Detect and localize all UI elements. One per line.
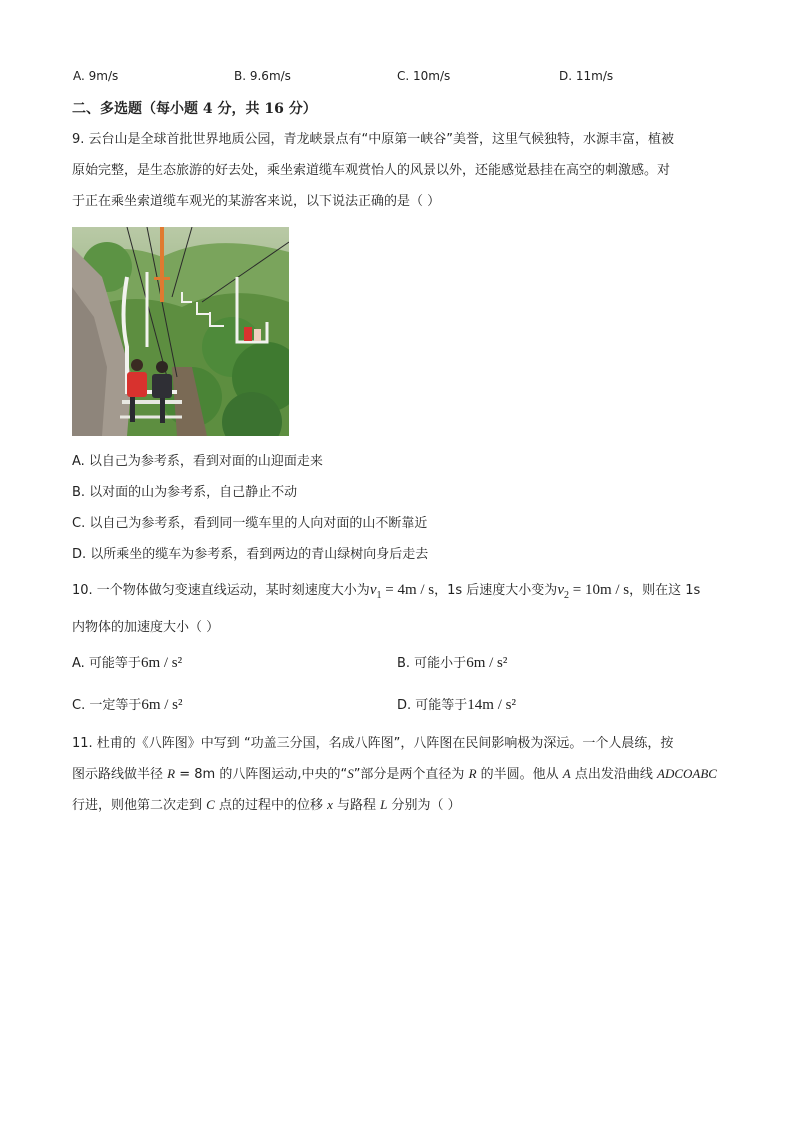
q9-option-c: C. 以自己为参考系，看到同一缆车里的人向对面的山不断靠近 — [72, 516, 428, 531]
q10-option-d: D. 可能等于14m / s² — [397, 697, 516, 713]
section-title: 二、多选题（每小题 4 分，共 16 分） — [72, 101, 317, 117]
q9-line-1: 9. 云台山是全球首批世界地质公园，青龙峡景点有“中原第一峡谷”美誉，这里气候独特，水源丰富，植被 — [72, 132, 675, 147]
q8-option-d: D. 11m/s — [559, 69, 614, 83]
q8-option-a: A. 9m/s — [73, 69, 119, 83]
q9-line-3: 于正在乘坐索道缆车观光的某游客来说，以下说法正确的是（ ） — [72, 194, 441, 209]
q8-option-c: C. 10m/s — [397, 69, 451, 83]
q10-text-b: ，1s 后速度大小变为 — [434, 583, 558, 598]
q11-line-3: 行进，则他第二次走到 C 点的过程中的位移 x 与路程 L 分别为（ ） — [72, 797, 461, 813]
q11-line-2: 图示路线做半径 R = 8m 的八阵图运动,中央的“S”部分是两个直径为 R 的半圆。他从 A 点出发沿曲线 ADCOABC — [72, 766, 717, 782]
q10-option-a: A. 可能等于6m / s² — [72, 655, 183, 671]
q10-v2: $v_2 = 10m / s$ — [557, 582, 630, 601]
q10-option-b: B. 可能小于6m / s² — [397, 655, 508, 671]
q8-option-b: B. 9.6m/s — [234, 69, 291, 83]
q9-line-2: 原始完整，是生态旅游的好去处，乘坐索道缆车观赏怡人的风景以外，还能感觉悬挂在高空的刺激感。对 — [72, 163, 671, 178]
q10-line-1 — [72, 584, 700, 602]
q9-option-d: D. 以所乘坐的缆车为参考系，看到两边的青山绿树向身后走去 — [72, 547, 429, 562]
q10-line-2: 内物体的加速度大小（ ） — [72, 620, 220, 635]
q10-v1: $v_1 = 4m / s$ — [369, 582, 435, 601]
q10-text-c: ，则在这 1s — [629, 583, 701, 598]
q10-text-a: 10. 一个物体做匀变速直线运动，某时刻速度大小为 — [72, 583, 370, 598]
cable-car-photo — [72, 227, 289, 436]
q9-option-b: B. 以对面的山为参考系，自己静止不动 — [72, 485, 298, 500]
q10-option-c: C. 一定等于6m / s² — [72, 697, 183, 713]
q9-option-a: A. 以自己为参考系，看到对面的山迎面走来 — [72, 454, 323, 469]
q11-line-1: 11. 杜甫的《八阵图》中写到 “功盖三分国，名成八阵图”，八阵图在民间影响极为深远。一个人晨练，按 — [72, 736, 674, 751]
